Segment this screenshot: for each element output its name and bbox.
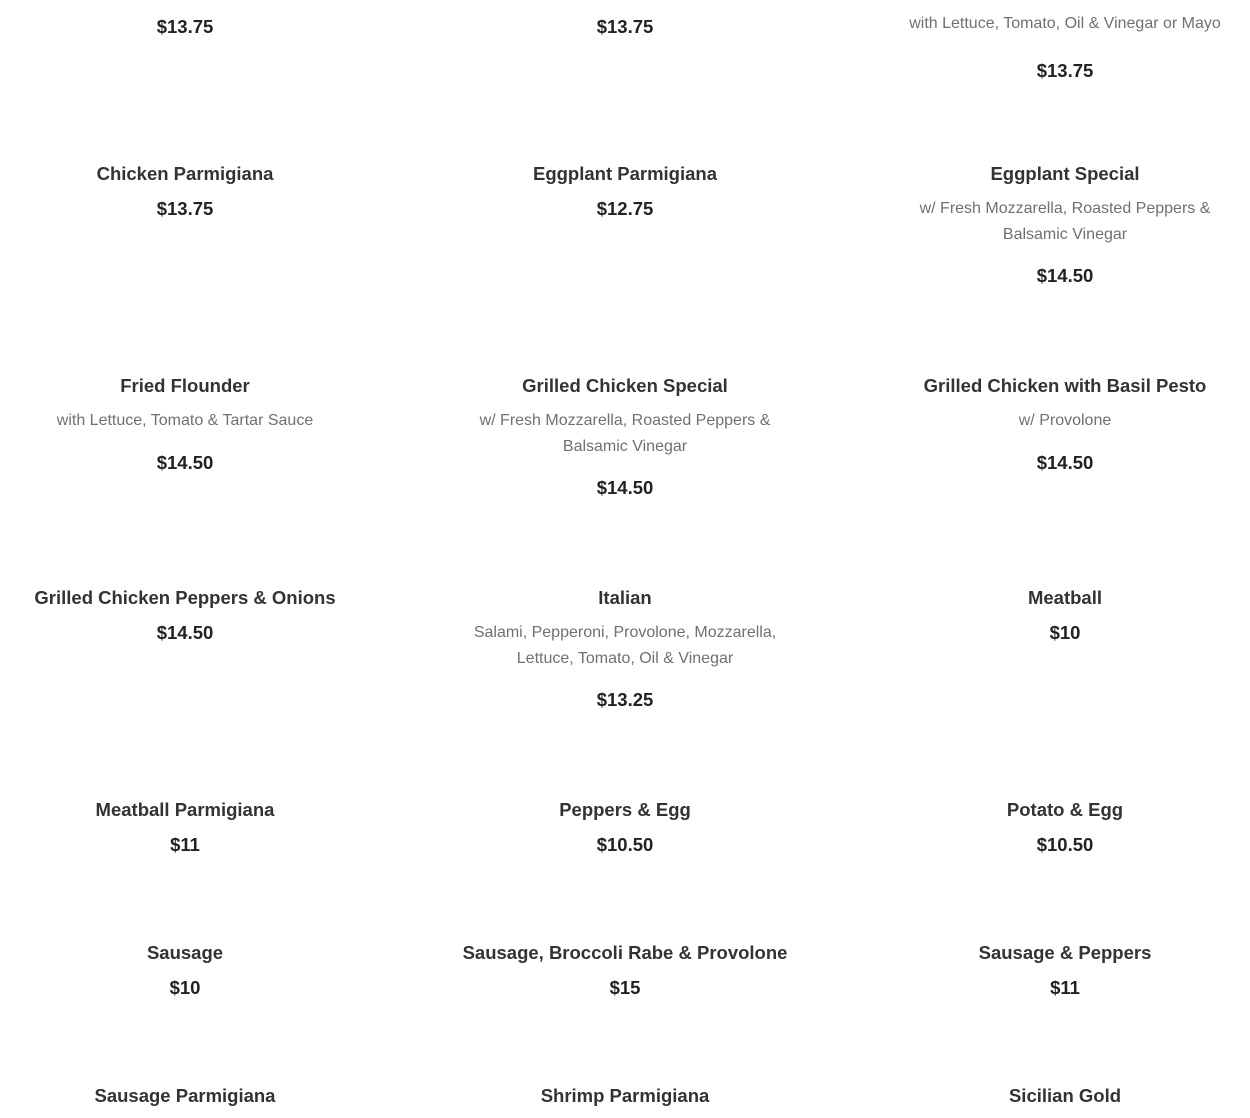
menu-item: [895, 940, 1235, 1001]
item-price: $11: [170, 834, 200, 855]
item-price: $14.50: [1036, 265, 1094, 286]
item-description: with Lettuce, Tomato & Tartar Sauce: [56, 412, 314, 429]
item-name: Grilled Chicken Peppers & Onions: [34, 587, 336, 608]
menu-item: [15, 585, 355, 646]
menu-item: [15, 940, 355, 1001]
item-name: Italian: [598, 587, 652, 608]
item-price: $14.50: [1036, 451, 1094, 473]
menu-item: [455, 1083, 795, 1118]
item-name: Peppers & Egg: [559, 799, 691, 820]
item-name: Eggplant Special: [990, 163, 1140, 184]
menu-item: [455, 14, 795, 40]
menu-item: [885, 11, 1245, 84]
item-description: Salami, Pepperoni, Provolone, Mozzarella, Lettuce, Tomato, Oil & Vinegar: [473, 624, 777, 667]
menu-item: [15, 1083, 355, 1118]
item-name: Sausage, Broccoli Rabe & Provolone: [462, 942, 788, 963]
menu-item: [895, 797, 1235, 858]
item-price: $10.50: [1036, 834, 1094, 855]
item-price: $13.75: [596, 16, 654, 37]
item-price: $12.75: [596, 198, 654, 219]
item-description: w/ Fresh Mozzarella, Roasted Peppers & Balsamic Vinegar: [479, 412, 771, 455]
item-name: Shrimp Parmigiana: [540, 1085, 710, 1106]
item-name: Potato & Egg: [1006, 799, 1124, 820]
menu-item: [455, 940, 795, 1001]
item-name: Sausage & Peppers: [978, 942, 1152, 963]
item-price: $15: [609, 977, 641, 998]
item-description: with Lettuce, Tomato, Oil & Vinegar or Mayo: [909, 15, 1221, 32]
item-name: Sausage Parmigiana: [94, 1085, 276, 1106]
item-price: $10.50: [596, 834, 654, 855]
item-name: Grilled Chicken Special: [522, 375, 728, 396]
item-name: Meatball: [1027, 587, 1103, 608]
item-description: w/ Fresh Mozzarella, Roasted Peppers & Balsamic Vinegar: [919, 200, 1211, 243]
menu-item: [15, 14, 355, 40]
item-name: Fried Flounder: [120, 375, 250, 396]
item-name: Sausage: [146, 942, 224, 963]
item-price: $14.50: [156, 451, 214, 473]
menu-item: [895, 161, 1235, 289]
item-price: $14.50: [596, 477, 654, 498]
menu-item: [455, 373, 795, 501]
item-price: $13.25: [596, 689, 654, 710]
menu-item: [15, 373, 355, 476]
menu-item: [455, 161, 795, 222]
item-price: $11: [1050, 977, 1080, 998]
item-description: w/ Provolone: [1018, 412, 1112, 429]
menu-item: [455, 797, 795, 858]
item-name: Grilled Chicken with Basil Pesto: [923, 375, 1207, 396]
item-price: $14.50: [156, 622, 214, 643]
item-name: Sicilian Gold: [1008, 1085, 1122, 1106]
item-price: $13.75: [156, 16, 214, 37]
item-price: $10: [1049, 622, 1081, 643]
menu-item: [15, 797, 355, 858]
menu-item: [895, 373, 1235, 476]
item-price: $13.75: [1036, 59, 1094, 81]
menu-item: [895, 1083, 1235, 1118]
item-name: Eggplant Parmigiana: [532, 163, 717, 184]
item-price: $13.75: [156, 198, 214, 219]
menu-item: [895, 585, 1235, 646]
item-price: $10: [169, 977, 201, 998]
menu-item: [455, 585, 795, 713]
item-name: Meatball Parmigiana: [95, 799, 275, 820]
item-name: Chicken Parmigiana: [96, 163, 274, 184]
menu-item: [15, 161, 355, 222]
